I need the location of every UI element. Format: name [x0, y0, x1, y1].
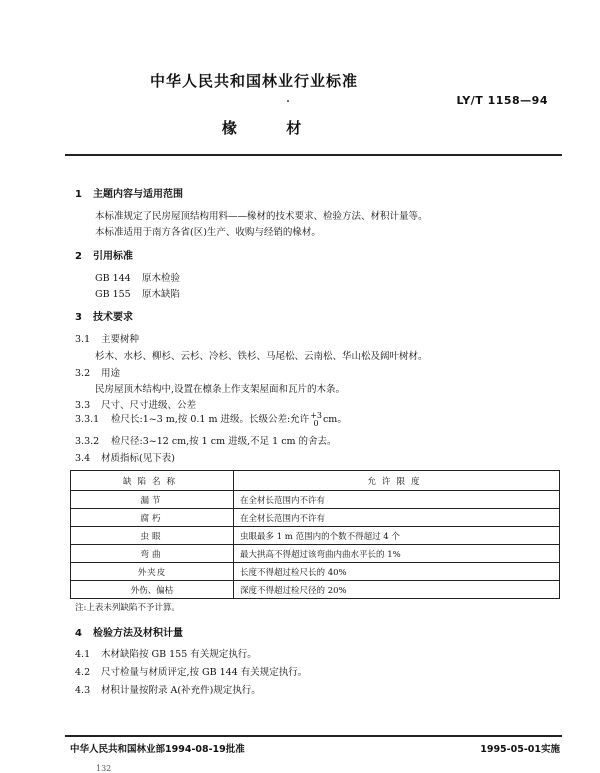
clause-title: 用途	[101, 368, 121, 379]
section-3-title: 技术要求	[93, 312, 133, 323]
defect-limit: 长度不得超过检尺长的 40%	[234, 563, 560, 581]
reference-code: GB 144	[95, 273, 131, 284]
clause-4-item	[75, 664, 307, 678]
table-row	[71, 491, 560, 509]
clause-number: 3.4	[75, 453, 91, 464]
clause-text-unit: cm。	[322, 414, 347, 425]
clause-3-3-1	[75, 411, 347, 428]
section-1-title: 主题内容与适用范围	[93, 189, 183, 200]
clause-number: 3.3.1	[75, 414, 100, 425]
table-row	[71, 509, 560, 527]
clause-3-3-2	[75, 433, 337, 447]
clause-title: 主要树种	[101, 334, 140, 345]
clause-number: 3.2	[75, 368, 91, 379]
defect-name: 外夹皮	[71, 563, 234, 581]
page-number: 132	[96, 764, 112, 773]
column-header: 允许限度	[234, 471, 560, 491]
defect-limit: 在全材长范围内不许有	[234, 509, 560, 527]
table-note: 注:上表未列缺陷不予计算。	[75, 603, 180, 613]
table-row	[71, 527, 560, 545]
top-divider	[65, 154, 562, 156]
clause-3-1-heading	[75, 331, 139, 345]
section-1-para-1: 本标准规定了民房屋顶结构用料——椽材的技术要求、检验方法、材积计量等。	[95, 211, 428, 222]
section-4-heading	[75, 624, 183, 639]
defect-limit: 虫眼最多 1 m 范围内的个数不得超过 4 个	[234, 527, 560, 545]
clause-3-2-heading	[75, 365, 120, 379]
tolerance-fraction	[310, 412, 322, 428]
standard-number: LY/T 1158—94	[456, 94, 548, 107]
reference-name: 原木缺陷	[142, 289, 181, 300]
section-4-number: 4	[75, 628, 82, 639]
defect-limit: 在全材长范围内不许有	[234, 491, 560, 509]
tolerance-upper: +3	[310, 410, 322, 420]
section-2-heading	[75, 247, 133, 262]
clause-number: 3.3	[75, 400, 91, 411]
defect-name: 漏节	[71, 491, 234, 509]
clause-text: 材积计量按附录 A(补充件)规定执行。	[101, 685, 261, 696]
table-header-row	[71, 471, 560, 491]
defect-limit: 最大拱高不得超过该弯曲内曲水平长的 1%	[234, 545, 560, 563]
reference-item	[95, 286, 180, 300]
document-title: 椽 材	[222, 119, 324, 137]
defect-name: 弯曲	[71, 545, 234, 563]
clause-4-item	[75, 682, 261, 696]
reference-name: 原木检验	[142, 273, 181, 284]
clause-3-2-text: 民房屋顶木结构中,设置在檩条上作支架屋面和瓦片的木条。	[95, 384, 346, 395]
section-1-heading	[75, 185, 183, 200]
section-3-number: 3	[75, 312, 82, 323]
table-row	[71, 545, 560, 563]
approval-line: 中华人民共和国林业部1994-08-19批准	[70, 744, 245, 755]
defect-name: 外伤、偏枯	[71, 581, 234, 599]
table-row	[71, 581, 560, 599]
clause-number: 3.1	[75, 334, 91, 345]
clause-number: 4.3	[75, 685, 91, 696]
clause-text: 检尺径:3~12 cm,按 1 cm 进级,不足 1 cm 的舍去。	[111, 436, 337, 447]
quality-index-table	[70, 470, 560, 599]
clause-3-1-text: 杉木、水杉、柳杉、云杉、冷杉、铁杉、马尾松、云南松、华山松及阔叶树材。	[95, 351, 428, 362]
clause-number: 4.1	[75, 649, 91, 660]
clause-title: 尺寸、尺寸进级、公差	[101, 400, 197, 411]
clause-text: 木材缺陷按 GB 155 有关规定执行。	[101, 649, 257, 660]
clause-4-item	[75, 646, 257, 660]
section-2-number: 2	[75, 251, 82, 262]
reference-code: GB 155	[95, 289, 131, 300]
column-header: 缺陷名称	[71, 471, 234, 491]
table-row	[71, 563, 560, 581]
tolerance-lower: 0	[313, 418, 319, 428]
clause-text: 检尺长:1~3 m,按 0.1 m 进级。长级公差:允许	[111, 414, 310, 425]
clause-3-3-heading	[75, 397, 196, 411]
section-2-title: 引用标准	[93, 251, 133, 262]
scan-dot	[287, 100, 289, 102]
clause-text: 尺寸检量与材质评定,按 GB 144 有关规定执行。	[101, 667, 308, 678]
bottom-divider	[65, 735, 562, 737]
implementation-date: 1995-05-01实施	[480, 744, 560, 755]
section-1-para-2: 本标准适用于南方各省(区)生产、收购与经销的椽材。	[95, 227, 321, 238]
standard-org-title: 中华人民共和国林业行业标准	[150, 72, 359, 90]
clause-3-4-heading	[75, 450, 175, 464]
clause-number: 3.3.2	[75, 436, 100, 447]
clause-number: 4.2	[75, 667, 91, 678]
defect-limit: 深度不得超过检尺径的 20%	[234, 581, 560, 599]
section-4-title: 检验方法及材积计量	[93, 628, 183, 639]
section-3-heading	[75, 308, 133, 323]
clause-title: 材质指标(见下表)	[101, 453, 175, 464]
defect-name: 虫眼	[71, 527, 234, 545]
section-1-number: 1	[75, 189, 82, 200]
defect-name: 腐朽	[71, 509, 234, 527]
reference-item	[95, 270, 180, 284]
